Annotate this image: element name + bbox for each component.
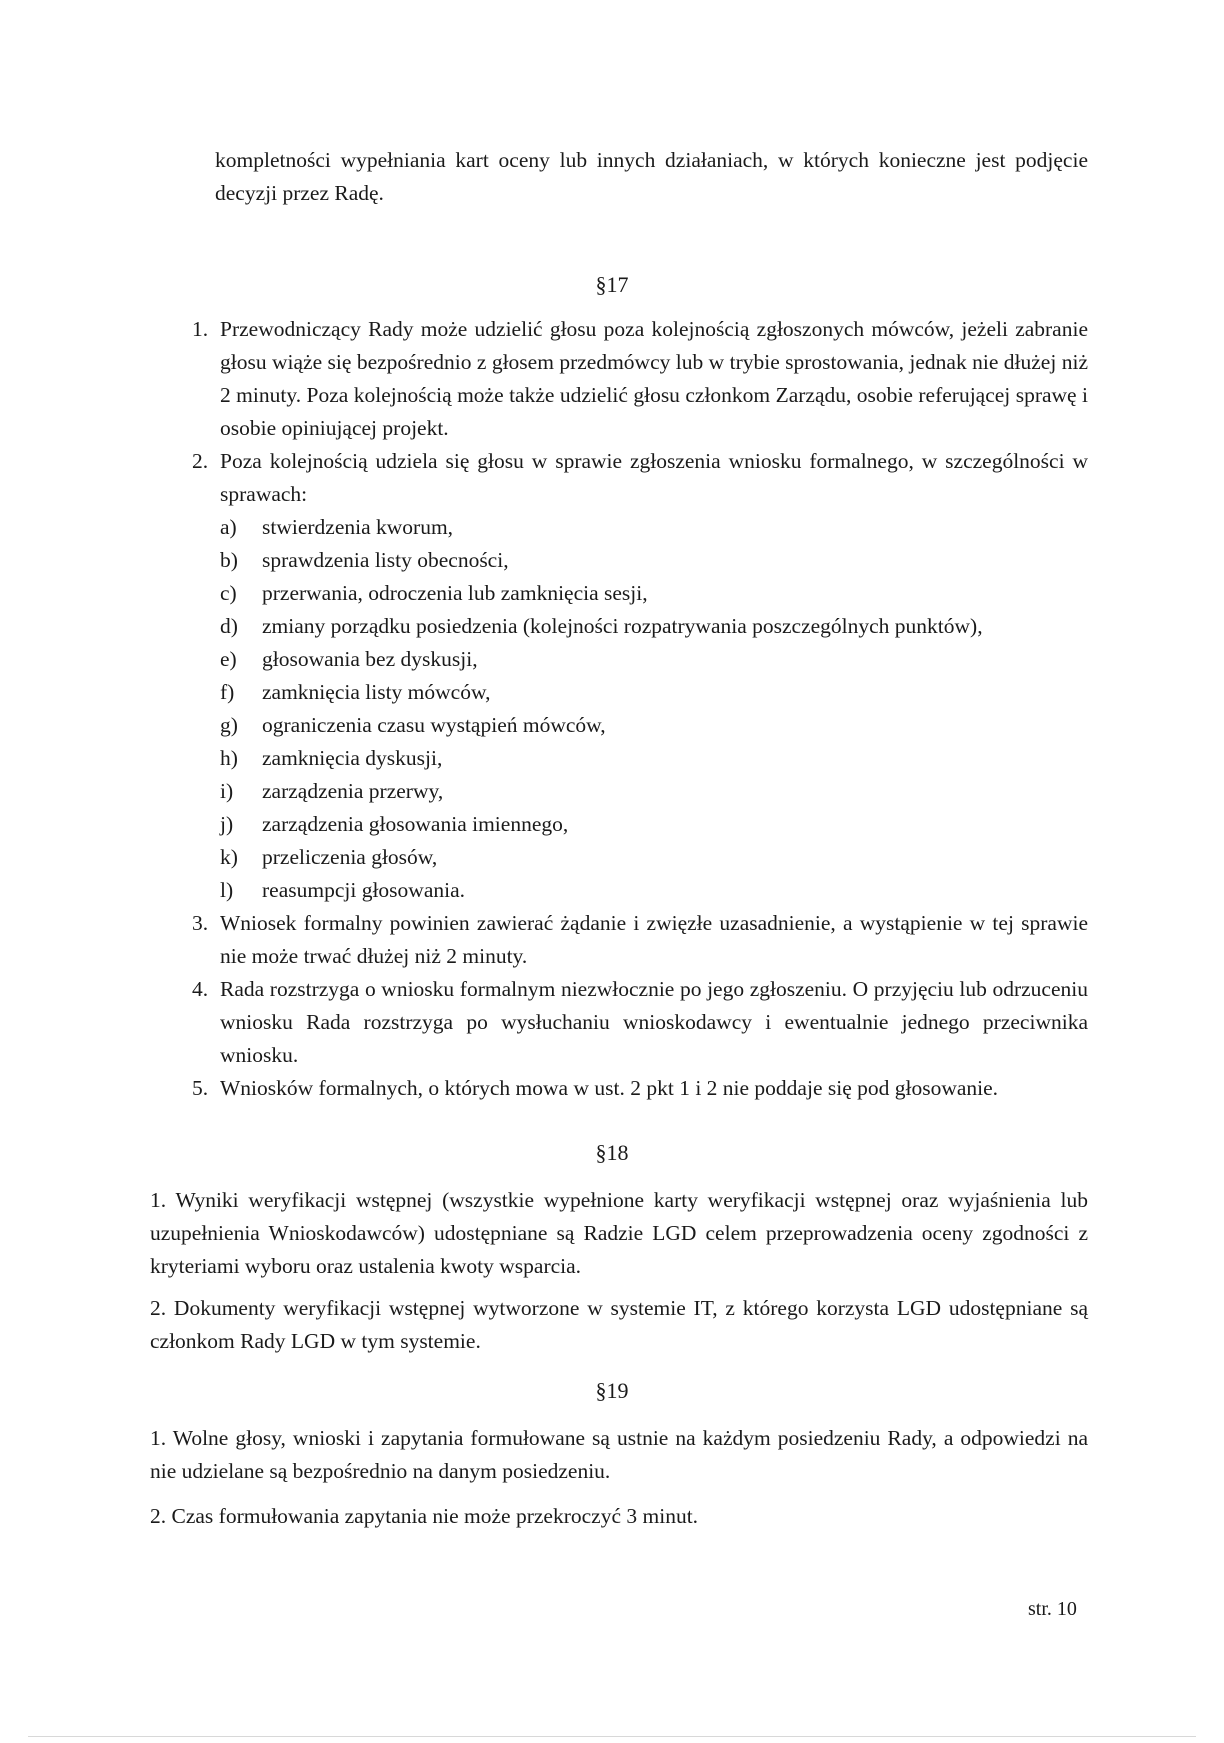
page-number: str. 10 xyxy=(1028,1598,1077,1620)
sub-item-i xyxy=(220,775,1088,808)
item-text: Przewodniczący Rady może udzielić głosu poza kolejnością zgłoszonych mówców, jeżeli zabranie głosu wiąże się bezpośrednio z głosem przedmówcy lub w trybie sprostowania, jednak nie dłużej niż 2 minuty. Poza kolejnością może także udzielić głosu członkom Zarządu, osobie referującej sprawę i osobie opiniującej projekt. xyxy=(220,317,1088,440)
sub-item-f xyxy=(220,676,1088,709)
section-18-heading: §18 xyxy=(595,1140,629,1165)
sub-item-c xyxy=(220,577,1088,610)
item-text: Poza kolejnością udziela się głosu w sprawie zgłoszenia wniosku formalnego, w szczególności w sprawach: xyxy=(220,449,1088,506)
sub-item-text: zamknięcia listy mówców, xyxy=(262,680,491,704)
sub-item-b xyxy=(220,544,1088,577)
section-17-list xyxy=(192,313,1088,1105)
sub-item-g xyxy=(220,709,1088,742)
sub-item-text: stwierdzenia kworum, xyxy=(262,515,454,539)
section-17-item-5 xyxy=(192,1072,1088,1105)
sub-item-text: zmiany porządku posiedzenia (kolejności rozpatrywania poszczególnych punktów), xyxy=(262,614,983,638)
section-17-item-1 xyxy=(192,313,1088,445)
item-text: Rada rozstrzyga o wniosku formalnym niezwłocznie po jego zgłoszeniu. O przyjęciu lub odrzuceniu wniosku Rada rozstrzyga po wysłuchaniu wnioskodawcy i ewentualnie jednego przeciwnika wniosku. xyxy=(220,977,1088,1067)
sub-item-a xyxy=(220,511,1088,544)
sub-item-letter: e) xyxy=(220,647,237,671)
sub-item-j xyxy=(220,808,1088,841)
sub-item-letter: h) xyxy=(220,746,238,770)
section-18-paragraph-2: 2. Dokumenty weryfikacji wstępnej wytworzone w systemie IT, z którego korzysta LGD udostępniane są członkom Rady LGD w tym systemie. xyxy=(150,1296,1088,1353)
sub-item-letter: c) xyxy=(220,581,237,605)
section-18-paragraph-1: 1. Wyniki weryfikacji wstępnej (wszystkie wypełnione karty weryfikacji wstępnej oraz wyjaśnienia lub uzupełnienia Wnioskodawców) udostępniane są Radzie LGD celem przeprowadzenia oceny zgodności z kryteriami wyboru oraz ustalenia kwoty wsparcia. xyxy=(150,1188,1088,1278)
item-number: 2. xyxy=(192,449,209,473)
sub-item-d xyxy=(220,610,1088,643)
sub-item-text: przeliczenia głosów, xyxy=(262,845,438,869)
sub-item-letter: i) xyxy=(220,779,234,803)
sub-item-letter: g) xyxy=(220,713,238,737)
sub-item-text: ograniczenia czasu wystąpień mówców, xyxy=(262,713,606,737)
item-number: 5. xyxy=(192,1076,209,1100)
sub-item-text: zamknięcia dyskusji, xyxy=(262,746,443,770)
sub-item-k xyxy=(220,841,1088,874)
sub-item-letter: d) xyxy=(220,614,238,638)
sub-item-l xyxy=(220,874,1088,907)
sub-item-letter: b) xyxy=(220,548,238,572)
formal-motion-list xyxy=(220,511,1088,907)
sub-item-e xyxy=(220,643,1088,676)
sub-item-h xyxy=(220,742,1088,775)
sub-item-text: zarządzenia głosowania imiennego, xyxy=(262,812,569,836)
section-19-paragraph-1: 1. Wolne głosy, wnioski i zapytania formułowane są ustnie na każdym posiedzeniu Rady, a odpowiedzi na nie udzielane są bezpośrednio na danym posiedzeniu. xyxy=(150,1426,1088,1483)
item-number: 4. xyxy=(192,977,209,1001)
sub-item-text: przerwania, odroczenia lub zamknięcia sesji, xyxy=(262,581,648,605)
scan-edge-line xyxy=(28,1736,1196,1737)
section-17-heading: §17 xyxy=(595,272,629,297)
item-number: 3. xyxy=(192,911,209,935)
intro-paragraph: kompletności wypełniania kart oceny lub innych działaniach, w których konieczne jest podjęcie decyzji przez Radę. xyxy=(215,148,1088,205)
item-text: Wniosek formalny powinien zawierać żądanie i zwięzłe uzasadnienie, a wystąpienie w tej sprawie nie może trwać dłużej niż 2 minuty. xyxy=(220,911,1088,968)
section-19-heading: §19 xyxy=(595,1378,629,1403)
section-19-paragraph-2: 2. Czas formułowania zapytania nie może przekroczyć 3 minut. xyxy=(150,1504,699,1528)
section-17-item-4 xyxy=(192,973,1088,1072)
sub-item-letter: f) xyxy=(220,680,235,704)
section-17-item-2 xyxy=(192,445,1088,907)
section-17-item-3 xyxy=(192,907,1088,973)
item-text: Wniosków formalnych, o których mowa w ust. 2 pkt 1 i 2 nie poddaje się pod głosowanie. xyxy=(220,1076,999,1100)
sub-item-text: zarządzenia przerwy, xyxy=(262,779,444,803)
item-number: 1. xyxy=(192,317,209,341)
sub-item-text: sprawdzenia listy obecności, xyxy=(262,548,509,572)
sub-item-letter: k) xyxy=(220,845,238,869)
sub-item-letter: j) xyxy=(220,812,234,836)
sub-item-text: głosowania bez dyskusji, xyxy=(262,647,478,671)
sub-item-text: reasumpcji głosowania. xyxy=(262,878,466,902)
sub-item-letter: a) xyxy=(220,515,237,539)
sub-item-letter: l) xyxy=(220,878,234,902)
